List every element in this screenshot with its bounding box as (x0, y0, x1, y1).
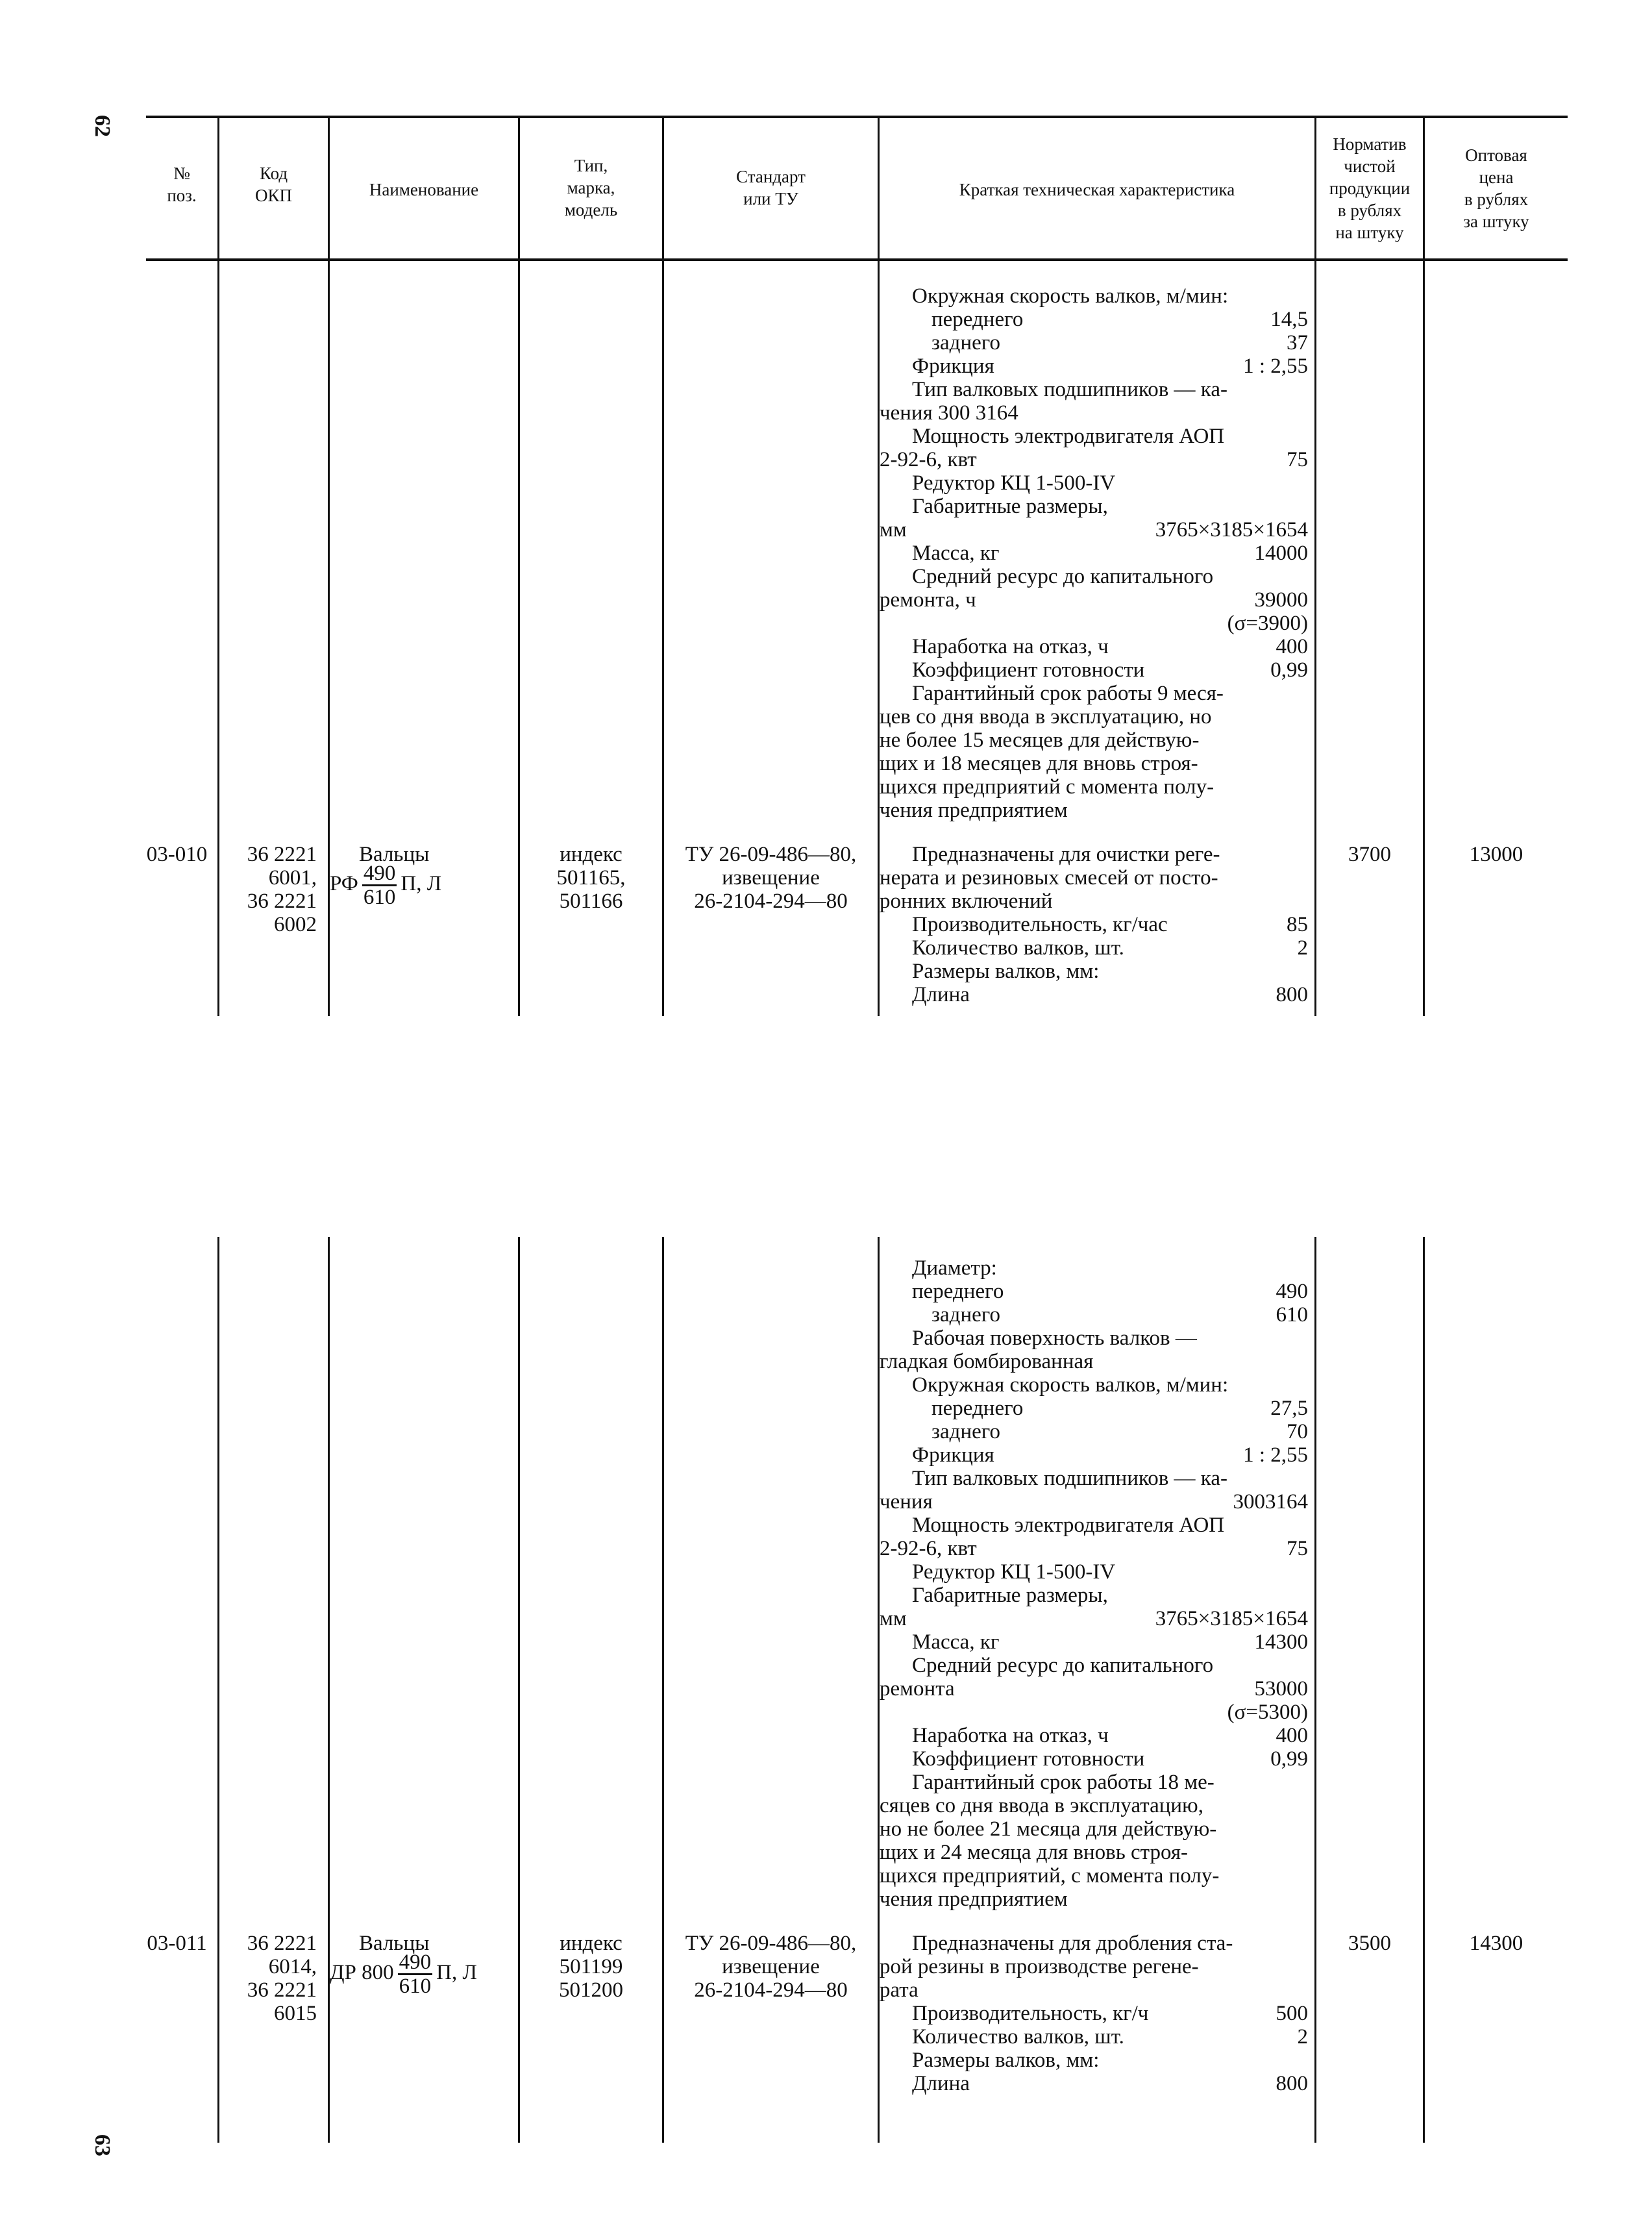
spec-line-text: цев со дня ввода в эксплуатацию, но (880, 705, 1212, 729)
spec-line (880, 1256, 1308, 1280)
header-model: Тип, марка, модель (564, 156, 618, 219)
spec-line-text: Средний ресурс до капитального (912, 1654, 1214, 1677)
spec-line-text: Коэффициент готовности (912, 1747, 1145, 1771)
spec-line-text: Длина (912, 983, 970, 1006)
row1-model (520, 843, 662, 913)
spec-line-text: Производительность, кг/ч (912, 2002, 1149, 2025)
spec-line-value: 400 (1276, 1724, 1308, 1747)
spec-line (880, 1373, 1308, 1397)
row2-pos: 03-011 (147, 1932, 207, 1955)
spec-line (880, 1607, 1308, 1630)
spec-line-value: 3765×3185×1654 (1155, 518, 1308, 542)
header-okp: Код ОКП (254, 164, 292, 205)
spec-line-value: 27,5 (1270, 1397, 1308, 1420)
spec-line-value: 3003164 (1233, 1490, 1308, 1514)
row1-standard (664, 843, 878, 913)
row2-model (520, 1932, 662, 2002)
row2-name-title: Вальцы (359, 1932, 430, 1955)
spec-line (880, 913, 1308, 936)
spec-line-text: 2-92-6, квт (880, 448, 977, 471)
spec-line-value: 14000 (1254, 542, 1308, 565)
block2-spec (880, 1256, 1308, 1911)
spec-line-text: Предназначены для очистки реге- (912, 843, 1220, 866)
spec-line-text: Средний ресурс до капитального (912, 565, 1214, 588)
okp-line: 36 2221 (247, 890, 317, 913)
col-rule (662, 1237, 664, 2143)
spec-line-text: Окружная скорость валков, м/мин: (912, 1373, 1229, 1397)
spec-line (880, 799, 1308, 822)
spec-line-text: но не более 21 месяца для действую- (880, 1817, 1217, 1841)
spec-line-text: Окружная скорость валков, м/мин: (912, 284, 1229, 308)
row2-fraction: $\frac{490}{610}$ (399, 1951, 432, 1998)
okp-line: 6014, (268, 1955, 317, 1978)
spec-line (880, 1701, 1308, 1724)
model-line: 501199 (559, 1955, 623, 1978)
page-number-bottom: 63 (90, 2134, 114, 2156)
spec-line-text: ремонта, ч (880, 588, 976, 612)
model-line: индекс (560, 1932, 623, 1955)
block1-spec (880, 284, 1308, 822)
col-rule (518, 1237, 520, 2143)
spec-line (880, 1490, 1308, 1514)
spec-line (880, 1560, 1308, 1584)
spec-line-text: Коэффициент готовности (912, 658, 1145, 682)
standard-line: 26-2104-294—80 (694, 1978, 848, 2002)
spec-line (880, 401, 1308, 425)
spec-line (880, 1514, 1308, 1537)
spec-line-value: 3765×3185×1654 (1155, 1607, 1308, 1630)
spec-line-text: рой резины в производстве регене- (880, 1955, 1199, 1978)
spec-line-text: Предназначены для дробления ста- (912, 1932, 1233, 1955)
spec-line-value: 2 (1297, 936, 1308, 960)
row2-name (330, 1932, 518, 1997)
col-rule (328, 1237, 330, 2143)
spec-line-text: щих и 24 месяца для вновь строя- (880, 1841, 1189, 1864)
row2-name-suffix: П, Л (436, 1961, 477, 1985)
spec-line-value: 800 (1276, 2072, 1308, 2095)
model-line: 501166 (559, 890, 623, 913)
header-name: Наименование (369, 180, 479, 199)
spec-line-value: (σ=5300) (1227, 1701, 1308, 1724)
spec-line-value: 53000 (1254, 1677, 1308, 1701)
spec-line (880, 1794, 1308, 1817)
spec-line (880, 1420, 1308, 1443)
spec-line-text: чения (880, 1490, 933, 1514)
spec-line-text: заднего (931, 1420, 1000, 1443)
row2-okp (219, 1932, 317, 2025)
spec-line-text: чения предприятием (880, 799, 1068, 822)
spec-line (880, 284, 1308, 308)
row1-norm: 3700 (1348, 843, 1391, 866)
spec-line (880, 1677, 1308, 1701)
standard-line: ТУ 26-09-486—80, (685, 1932, 857, 1955)
spec-line-text: Производительность, кг/час (912, 913, 1168, 936)
spec-line-text: Наработка на отказ, ч (912, 635, 1109, 658)
spec-line (880, 936, 1308, 960)
spec-line (880, 1978, 1308, 2002)
row2-norm: 3500 (1348, 1932, 1391, 1955)
spec-line-value: 39000 (1254, 588, 1308, 612)
spec-line-value: 800 (1276, 983, 1308, 1006)
okp-line: 36 2221 (247, 1978, 317, 2002)
row1-pos: 03-010 (146, 843, 208, 866)
spec-line-value: 14,5 (1270, 308, 1308, 331)
spec-line (880, 752, 1308, 775)
spec-line (880, 1747, 1308, 1771)
spec-line-text: Масса, кг (912, 1630, 1000, 1654)
model-line: 501200 (559, 1978, 623, 2002)
spec-line-text: рата (880, 1978, 918, 2002)
spec-line-value: (σ=3900) (1227, 612, 1308, 635)
spec-line-text: чения предприятием (880, 1888, 1068, 1911)
spec-line-text: ронних включений (880, 890, 1053, 913)
spec-line-text: Тип валковых подшипников — ка- (912, 1467, 1227, 1490)
spec-line-text: Габаритные размеры, (912, 1584, 1108, 1607)
standard-line: 26-2104-294—80 (694, 890, 848, 913)
spec-line (880, 1771, 1308, 1794)
spec-line (880, 890, 1308, 913)
spec-line-text: Габаритные размеры, (912, 495, 1108, 518)
spec-line-text: 2-92-6, квт (880, 1537, 977, 1560)
spec-line (880, 542, 1308, 565)
spec-line-text: Количество валков, шт. (912, 936, 1124, 960)
spec-line (880, 1350, 1308, 1373)
model-line: индекс (560, 843, 623, 866)
header-spec: Краткая техническая характеристика (959, 180, 1235, 199)
okp-line: 36 2221 (247, 843, 317, 866)
spec-line (880, 705, 1308, 729)
row1-name-title: Вальцы (359, 843, 430, 866)
spec-line-text: Гарантийный срок работы 18 ме- (912, 1771, 1214, 1794)
spec-line-text: щих и 18 месяцев для вновь строя- (880, 752, 1198, 775)
spec-line (880, 331, 1308, 355)
spec-line-text: не более 15 месяцев для действую- (880, 729, 1200, 752)
spec-line (880, 588, 1308, 612)
row2-standard (664, 1932, 878, 2002)
spec-line-value: 500 (1276, 2002, 1308, 2025)
spec-line-text: переднего (912, 1280, 1004, 1303)
row1-fraction: $\frac{490}{610}$ (363, 862, 396, 909)
spec-line-text: Тип валковых подшипников — ка- (912, 378, 1227, 401)
model-line: 501165, (556, 866, 626, 890)
standard-line: извещение (722, 1955, 820, 1978)
spec-line (880, 1654, 1308, 1677)
spec-line (880, 518, 1308, 542)
spec-line (880, 2025, 1308, 2049)
spec-line-value: 75 (1287, 1537, 1308, 1560)
header-top-rule (146, 116, 1568, 118)
col-rule (1423, 117, 1425, 1016)
spec-line (880, 658, 1308, 682)
spec-line-text: нерата и резиновых смесей от посто- (880, 866, 1218, 890)
spec-line-text: заднего (931, 331, 1000, 355)
spec-line-value: 85 (1287, 913, 1308, 936)
spec-line-text: Редуктор КЦ 1-500-IV (912, 1560, 1116, 1584)
spec-line-text: заднего (931, 1303, 1000, 1327)
spec-line (880, 635, 1308, 658)
spec-line (880, 983, 1308, 1006)
header-standard: Стандарт или ТУ (736, 167, 806, 208)
header-price: Оптовая цена в рублях за штуку (1463, 145, 1529, 231)
row1-price: 13000 (1469, 843, 1523, 866)
spec-line-value: 400 (1276, 635, 1308, 658)
okp-line: 6001, (268, 866, 317, 890)
spec-line-text: мм (880, 1607, 907, 1630)
spec-line-text: Размеры валков, мм: (912, 2049, 1100, 2072)
spec-line (880, 1443, 1308, 1467)
spec-line (880, 1327, 1308, 1350)
spec-line (880, 1467, 1308, 1490)
spec-line-text: Количество валков, шт. (912, 2025, 1124, 2049)
spec-line-value: 14300 (1254, 1630, 1308, 1654)
standard-line: извещение (722, 866, 820, 890)
spec-line (880, 2002, 1308, 2025)
spec-line (880, 2072, 1308, 2095)
spec-line-text: Мощность электродвигателя АОП (912, 1514, 1225, 1537)
spec-line (880, 775, 1308, 799)
spec-line (880, 960, 1308, 983)
spec-line (880, 1841, 1308, 1864)
spec-line (880, 448, 1308, 471)
spec-line-text: гладкая бомбированная (880, 1350, 1094, 1373)
spec-line (880, 355, 1308, 378)
header-pos: № поз. (167, 164, 197, 205)
spec-line-text: Масса, кг (912, 542, 1000, 565)
header-norm: Норматив чистой продукции в рублях на штуку (1329, 134, 1411, 242)
spec-line-text: мм (880, 518, 907, 542)
spec-line-text: щихся предприятий, с момента полу- (880, 1864, 1220, 1888)
row1-name-prefix: РФ (330, 872, 358, 896)
row2-spec (880, 1932, 1308, 2095)
spec-line (880, 866, 1308, 890)
spec-line-value: 37 (1287, 331, 1308, 355)
spec-line (880, 471, 1308, 495)
row2-price: 14300 (1469, 1932, 1523, 1955)
spec-line (880, 1724, 1308, 1747)
spec-line (880, 1817, 1308, 1841)
spec-line-value: 75 (1287, 448, 1308, 471)
spec-line-text: Наработка на отказ, ч (912, 1724, 1109, 1747)
row1-name (330, 843, 518, 908)
spec-line (880, 2049, 1308, 2072)
spec-line-text: Редуктор КЦ 1-500-IV (912, 471, 1116, 495)
spec-line-text: сяцев со дня ввода в эксплуатацию, (880, 1794, 1203, 1817)
okp-line: 6015 (274, 2002, 317, 2025)
spec-line-value: 1 : 2,55 (1243, 355, 1308, 378)
spec-line (880, 565, 1308, 588)
spec-line-text: Диаметр: (912, 1256, 997, 1280)
row1-okp (219, 843, 317, 936)
spec-line-value: 0,99 (1270, 1747, 1308, 1771)
spec-line-text: Мощность электродвигателя АОП (912, 425, 1225, 448)
spec-line (880, 1888, 1308, 1911)
col-rule (1314, 117, 1316, 1016)
spec-line-text: чения 300 3164 (880, 401, 1018, 425)
spec-line-value: 1 : 2,55 (1243, 1443, 1308, 1467)
spec-line-text: Размеры валков, мм: (912, 960, 1100, 983)
spec-line-text: Фрикция (912, 355, 994, 378)
row2-name-prefix: ДР 800 (330, 1961, 394, 1985)
header-bottom-rule (146, 258, 1568, 261)
spec-line-text: Фрикция (912, 1443, 994, 1467)
spec-line (880, 1303, 1308, 1327)
row1-name-suffix: П, Л (401, 872, 442, 896)
spec-line-value: 610 (1276, 1303, 1308, 1327)
row1-spec (880, 843, 1308, 1006)
col-rule (1314, 1237, 1316, 2143)
spec-line (880, 729, 1308, 752)
spec-line (880, 612, 1308, 635)
spec-line (880, 378, 1308, 401)
spec-line (880, 425, 1308, 448)
spec-line-value: 2 (1297, 2025, 1308, 2049)
spec-line-value: 70 (1287, 1420, 1308, 1443)
spec-line-value: 0,99 (1270, 658, 1308, 682)
spec-line (880, 843, 1308, 866)
spec-line-text: Длина (912, 2072, 970, 2095)
spec-line-text: переднего (931, 308, 1024, 331)
col-rule (1423, 1237, 1425, 2143)
spec-line-text: Рабочая поверхность валков — (912, 1327, 1197, 1350)
spec-line (880, 682, 1308, 705)
standard-line: ТУ 26-09-486—80, (685, 843, 857, 866)
spec-line (880, 1630, 1308, 1654)
spec-line (880, 1537, 1308, 1560)
spec-line-text: Гарантийный срок работы 9 меся- (912, 682, 1224, 705)
okp-line: 36 2221 (247, 1932, 317, 1955)
spec-line-text: переднего (931, 1397, 1024, 1420)
spec-line (880, 1280, 1308, 1303)
spec-line-value: 490 (1276, 1280, 1308, 1303)
spec-line (880, 495, 1308, 518)
spec-line (880, 1955, 1308, 1978)
spec-line (880, 308, 1308, 331)
spec-line (880, 1397, 1308, 1420)
page-number-top: 62 (90, 115, 114, 137)
spec-line-text: ремонта (880, 1677, 955, 1701)
spec-line (880, 1932, 1308, 1955)
spec-line (880, 1584, 1308, 1607)
okp-line: 6002 (274, 913, 317, 936)
spec-line-text: щихся предприятий с момента полу- (880, 775, 1214, 799)
spec-line (880, 1864, 1308, 1888)
